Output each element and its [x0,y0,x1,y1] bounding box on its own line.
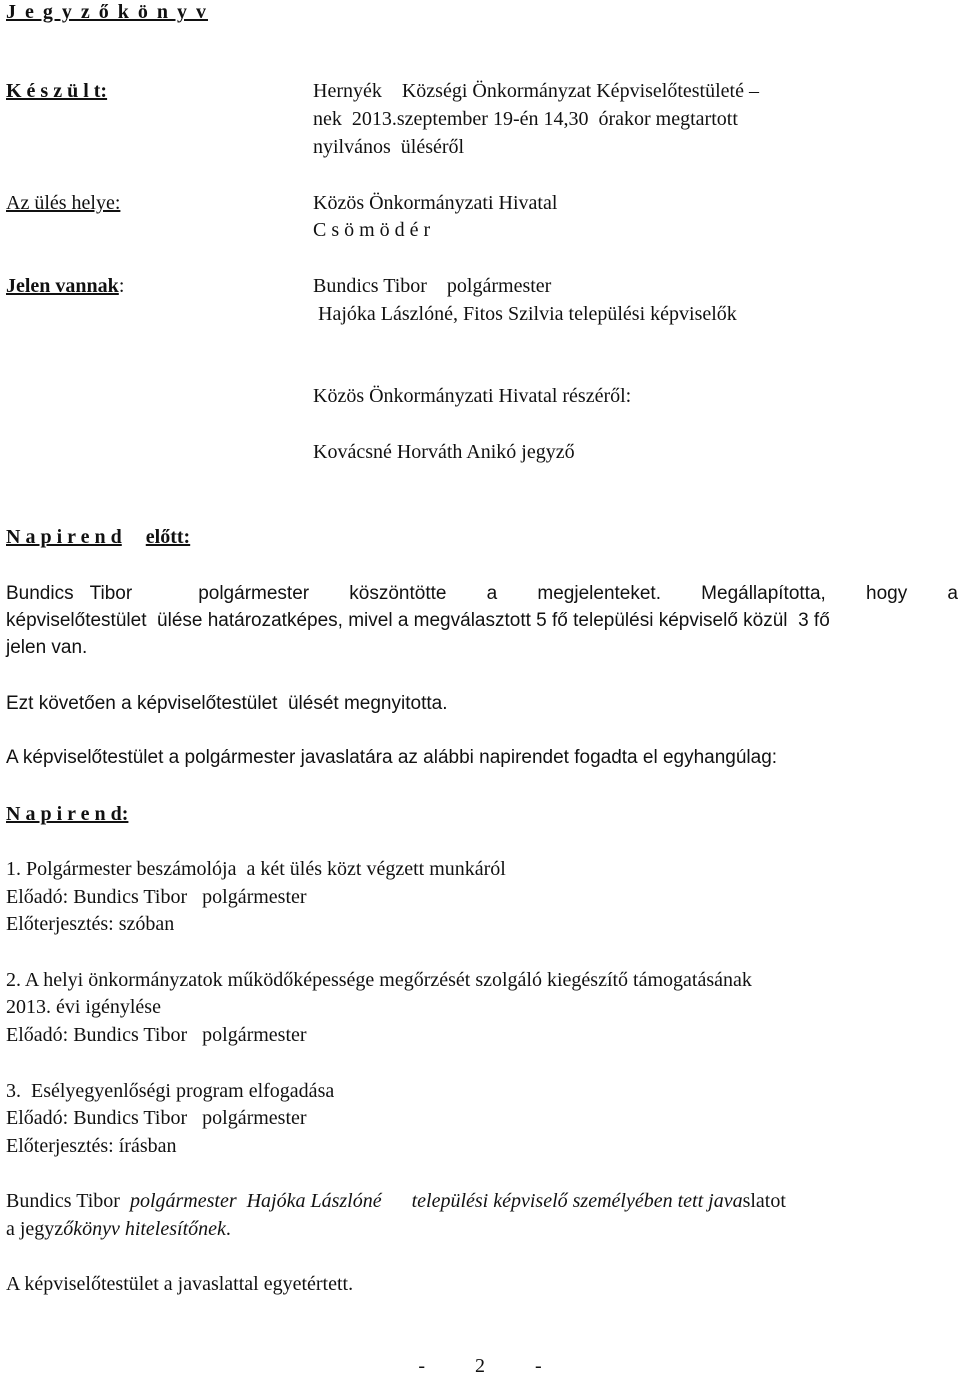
page-number: - 2 - [418,1355,542,1377]
word: hogy [866,583,908,604]
hivatal-heading: Közös Önkormányzati Hivatal részéről: [313,385,632,407]
word: Tibor [89,583,133,604]
ules-helye-line-1: Közös Önkormányzati Hivatal [313,192,558,214]
napirend-elott-p1-line-1 [6,582,958,606]
hitelesito-l2-c: . [225,1218,231,1240]
jelen-line-1: Bundics Tibor polgármester [313,275,552,297]
hitelesito-l2-a: a jegyz [6,1218,64,1240]
word: polgármester [198,583,310,604]
jelen-vannak-text: Jelen vannak [6,275,119,297]
jelen-vannak-colon: : [118,275,125,297]
napirend-item-2-eloado: Előadó: Bundics Tibor polgármester [6,1024,307,1046]
napirend-item-2-title-line-2: 2013. évi igénylése [6,996,161,1018]
word: köszöntötte [349,583,447,604]
word: a [486,583,498,604]
word: Megállapította, [701,583,826,604]
ules-helye-line-2: C s ö m ö d é r [313,219,431,241]
hivatal-person: Kovácsné Horváth Anikó jegyző [313,441,575,463]
napirend-elott-p1-line-3: jelen van. [6,637,88,658]
keszult-line-3: nyilvános üléséről [313,136,465,158]
ules-helye-label: Az ülés helye: [6,192,121,214]
napirend-item-3-eloterjesztes: Előterjesztés: írásban [6,1135,177,1157]
napirend-elott-heading-b: előtt: [145,526,191,548]
closing-statement: A képviselőtestület a javaslattal egyetértett. [6,1273,354,1295]
napirend-elott-p2: Ezt követően a képviselőtestület ülését megnyitotta. [6,693,448,714]
jelen-line-2: Hajóka Lászlóné, Fitos Szilvia települési képviselők [313,303,737,325]
hitelesito-line-1 [6,1189,786,1213]
napirend-item-3-title: 3. Esélyegyenlőségi program elfogadása [6,1080,335,1102]
hitelesito-l1-a: Bundics Tibor [6,1190,130,1212]
word: Bundics [6,583,74,604]
document-title: J e g y z ő k ö n y v [6,1,208,23]
hitelesito-line-2 [6,1217,231,1241]
jelen-vannak-label [6,274,124,298]
napirend-elott-p1-line-2: képviselőtestület ülése határozatképes, mivel a megválasztott 5 fő települési képviselő közül 3 fő [6,610,830,631]
word: a [947,583,958,604]
keszult-label: K é s z ü l t: [6,80,108,102]
napirend-elott-heading [6,525,190,549]
napirend-item-2-title-line-1: 2. A helyi önkormányzatok működőképessége megőrzését szolgáló kiegészítő támogatásának [6,969,752,991]
napirend-elott-heading-a: N a p i r e n d [6,526,122,548]
napirend-heading: N a p i r e n d: [6,803,129,825]
napirend-elott-p3: A képviselőtestület a polgármester javaslatára az alábbi napirendet fogadta el egyhangúlag: [6,747,778,768]
napirend-item-1-eloterjesztes: Előterjesztés: szóban [6,913,175,935]
keszult-line-1: Hernyék Községi Önkormányzat Képviselőtestületé – [313,80,759,102]
napirend-item-3-eloado: Előadó: Bundics Tibor polgármester [6,1107,307,1129]
napirend-item-1-eloado: Előadó: Bundics Tibor polgármester [6,886,307,908]
napirend-item-1-title: 1. Polgármester beszámolója a két ülés közt végzett munkáról [6,858,506,880]
hitelesito-l2-b: őkönyv hitelesítőnek [63,1218,226,1240]
word: megjelenteket. [537,583,661,604]
keszult-line-2: nek 2013.szeptember 19-én 14,30 órakor megtartott [313,108,738,130]
hitelesito-l1-c: slatot [742,1190,786,1212]
hitelesito-l1-b: polgármester Hajóka Lászlóné települési képviselő személyében tett java [129,1190,743,1212]
